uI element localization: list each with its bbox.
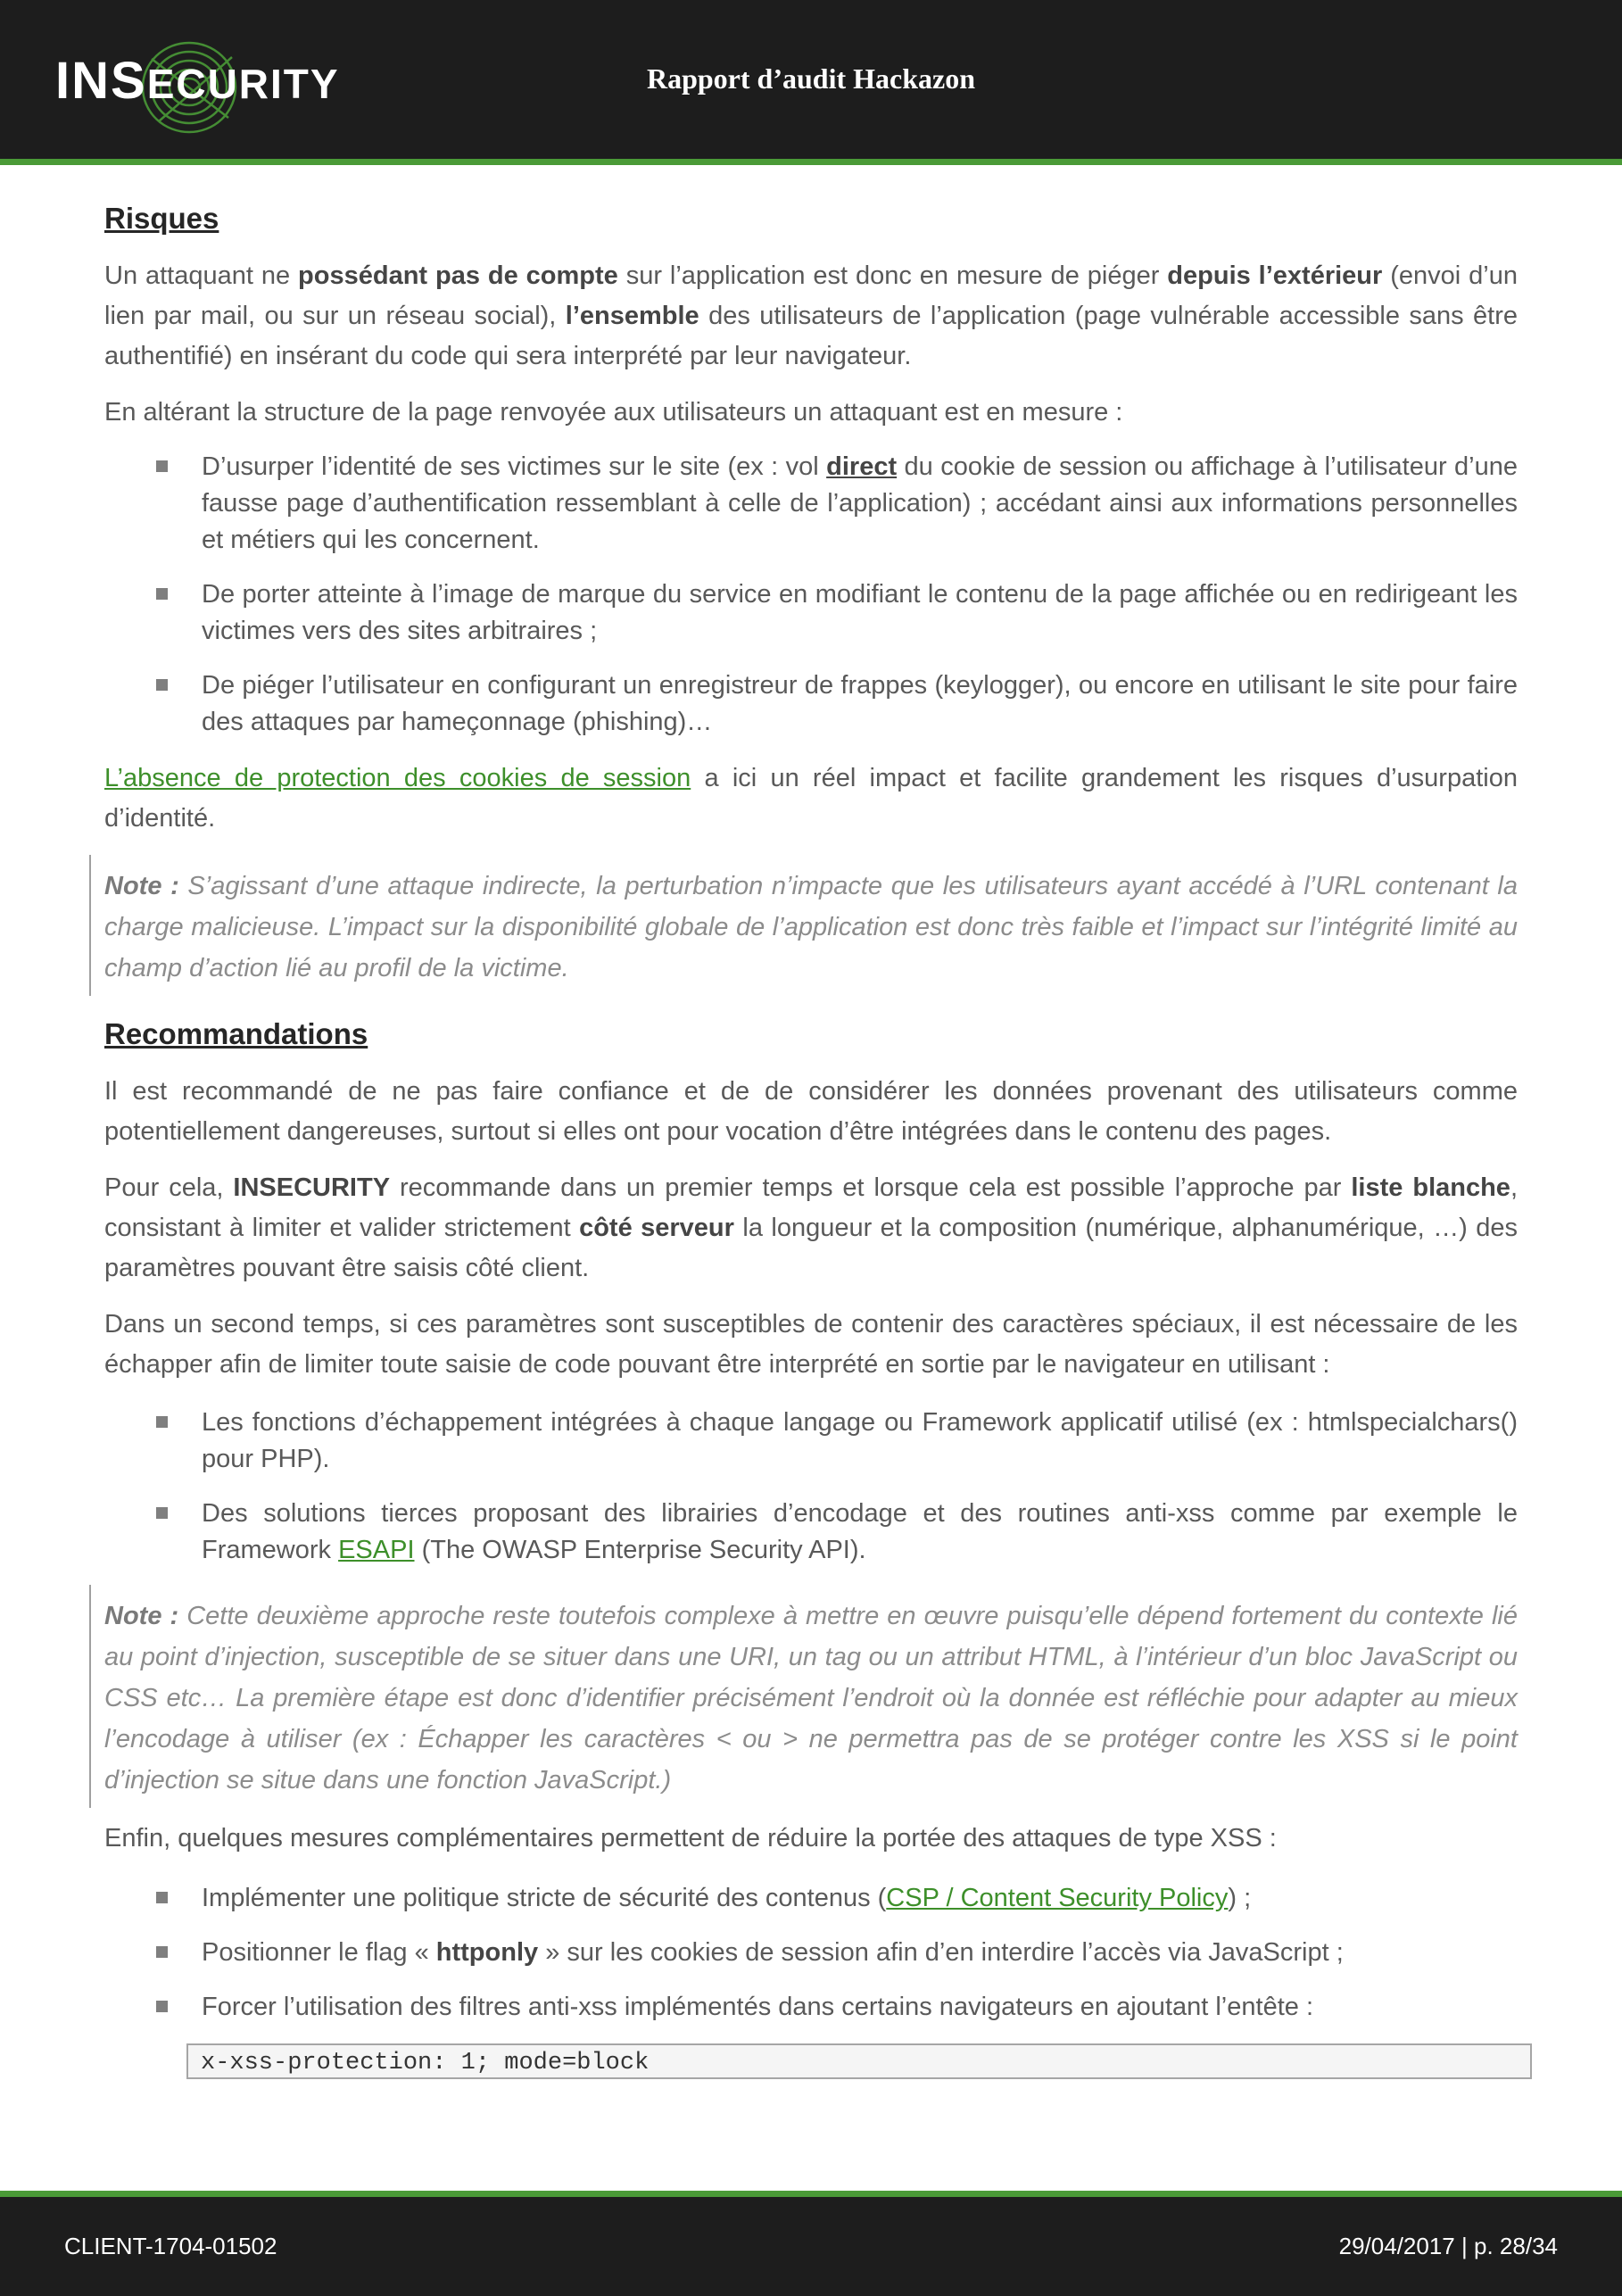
- bullet-icon: [156, 2001, 168, 2012]
- paragraph: Pour cela, INSECURITY recommande dans un premier temps et lorsque cela est possible l’approche par liste blanche, consistant à limiter et valider strictement côté serveur la longueur et la composition (numérique, alphanumérique, …) des paramètres pouvant être saisis côté client.: [104, 1173, 1518, 1282]
- note-block: Note : Cette deuxième approche reste toutefois complexe à mettre en œuvre puisqu’elle dépend fortement du contexte lié au point d’injection, susceptible de se situer dans une URI, un tag ou un attribut HTML, à l’intérieur d’un bloc JavaScript ou CSS etc… La première étape est donc d’identifier précisément l’endroit où la donnée est réfléchie pour adapter au mieux l’encodage à utiliser (ex : Échapper les caractères < ou > ne permettra pas de se protéger contre les XSS si le point d’injection se situe dans une fonction JavaScript.): [104, 1596, 1518, 1801]
- bullet-icon: [156, 1946, 168, 1958]
- bullet-list: [104, 1405, 1518, 1569]
- logo-wordmark: INSECURITY: [55, 52, 340, 110]
- paragraph: En altérant la structure de la page renvoyée aux utilisateurs un attaquant est en mesure :: [104, 398, 1123, 427]
- note-block: Note : S’agissant d’une attaque indirecte, la perturbation n’impacte que les utilisateurs ayant accédé à l’URL contenant la charge malicieuse. L’impact sur la disponibilité globale de l’application est donc très faible et l’impact sur l’intégrité limité au champ d’action lié au profil de la victime.: [104, 866, 1518, 989]
- bullet-icon: [156, 588, 168, 600]
- footer-separator: |: [1461, 2233, 1468, 2259]
- paragraph: Un attaquant ne possédant pas de compte sur l’application est donc en mesure de piéger depuis l’extérieur (envoi d’un lien par mail, ou sur un réseau social), l’ensemble des utilisateurs de l’application (page vulnérable accessible sans être authentifié) en insérant du code qui sera interprété par leur navigateur.: [104, 261, 1518, 370]
- page-info: [1339, 2233, 1558, 2260]
- bullet-icon: [156, 460, 168, 472]
- report-title: Rapport d’audit Hackazon: [646, 62, 976, 95]
- header-accent-line: [0, 159, 1622, 165]
- paragraph: L’absence de protection des cookies de session a ici un réel impact et facilite grandement les risques d’usurpation d’identité.: [104, 764, 1518, 833]
- footer-date: 29/04/2017: [1338, 2233, 1455, 2259]
- esapi-link[interactable]: ESAPI: [338, 1536, 415, 1564]
- paragraph: Il est recommandé de ne pas faire confiance et de de considérer les données provenant des utilisateurs comme potentiellement dangereuses, surtout si elles ont pour vocation d’être intégrées dans le contenu des pages.: [104, 1077, 1518, 1146]
- code-block: x-xss-protection: 1; mode=block: [186, 2043, 1532, 2079]
- list-item: Des solutions tierces proposant des librairies d’encodage et des routines anti-xss comme par exemple le Framework ESAPI (The OWASP Enterprise Security API).: [104, 1496, 1518, 1569]
- bullet-icon: [156, 1507, 168, 1519]
- paragraph: Enfin, quelques mesures complémentaires permettent de réduire la portée des attaques de type XSS :: [104, 1824, 1277, 1853]
- paragraph: Dans un second temps, si ces paramètres sont susceptibles de contenir des caractères spéciaux, il est nécessaire de les échapper afin de limiter toute saisie de code pouvant être interprété en sortie par le navigateur en utilisant :: [104, 1310, 1518, 1379]
- cookie-protection-link[interactable]: L’absence de protection des cookies de session: [104, 764, 691, 792]
- list-item: Positionner le flag « httponly » sur les cookies de session afin d’en interdire l’accès via JavaScript ;: [104, 1935, 1518, 1971]
- bullet-list: [104, 449, 1518, 741]
- note-bar: [89, 855, 91, 996]
- page-number: p. 28/34: [1474, 2233, 1558, 2259]
- footer-accent-line: [0, 2191, 1622, 2197]
- bullet-icon: [156, 1416, 168, 1428]
- heading-recommandations: Recommandations: [104, 1017, 368, 1050]
- list-item: Forcer l’utilisation des filtres anti-xss implémentés dans certains navigateurs en ajoutant l’entête :: [104, 1989, 1518, 2026]
- list-item: Les fonctions d’échappement intégrées à chaque langage ou Framework applicatif utilisé (ex : htmlspecialchars() pour PHP).: [104, 1405, 1518, 1478]
- bullet-icon: [156, 1892, 168, 1903]
- list-item: Implémenter une politique stricte de sécurité des contenus (CSP / Content Security Policy) ;: [104, 1880, 1518, 1917]
- note-bar: [89, 1585, 91, 1808]
- document-body: [104, 198, 1518, 2079]
- csp-link[interactable]: CSP / Content Security Policy: [886, 1884, 1229, 1912]
- list-item: De porter atteinte à l’image de marque du service en modifiant le contenu de la page affichée ou en redirigeant les victimes vers des sites arbitraires ;: [104, 576, 1518, 650]
- bullet-list: [104, 1880, 1518, 2026]
- client-reference: CLIENT-1704-01502: [64, 2233, 277, 2259]
- page-header: [0, 0, 1622, 159]
- list-item: D’usurper l’identité de ses victimes sur le site (ex : vol direct du cookie de session ou affichage à l’utilisateur d’une fausse page d’authentification ressemblant à celle de l’application) ; accédant ainsi aux informations personnelles et métiers qui les concernent.: [104, 449, 1518, 559]
- heading-risques: Risques: [104, 202, 219, 235]
- list-item: De piéger l’utilisateur en configurant un enregistreur de frappes (keylogger), ou encore en utilisant le site pour faire des attaques par hameçonnage (phishing)…: [104, 667, 1518, 741]
- page-footer: [0, 2197, 1622, 2296]
- bullet-icon: [156, 679, 168, 691]
